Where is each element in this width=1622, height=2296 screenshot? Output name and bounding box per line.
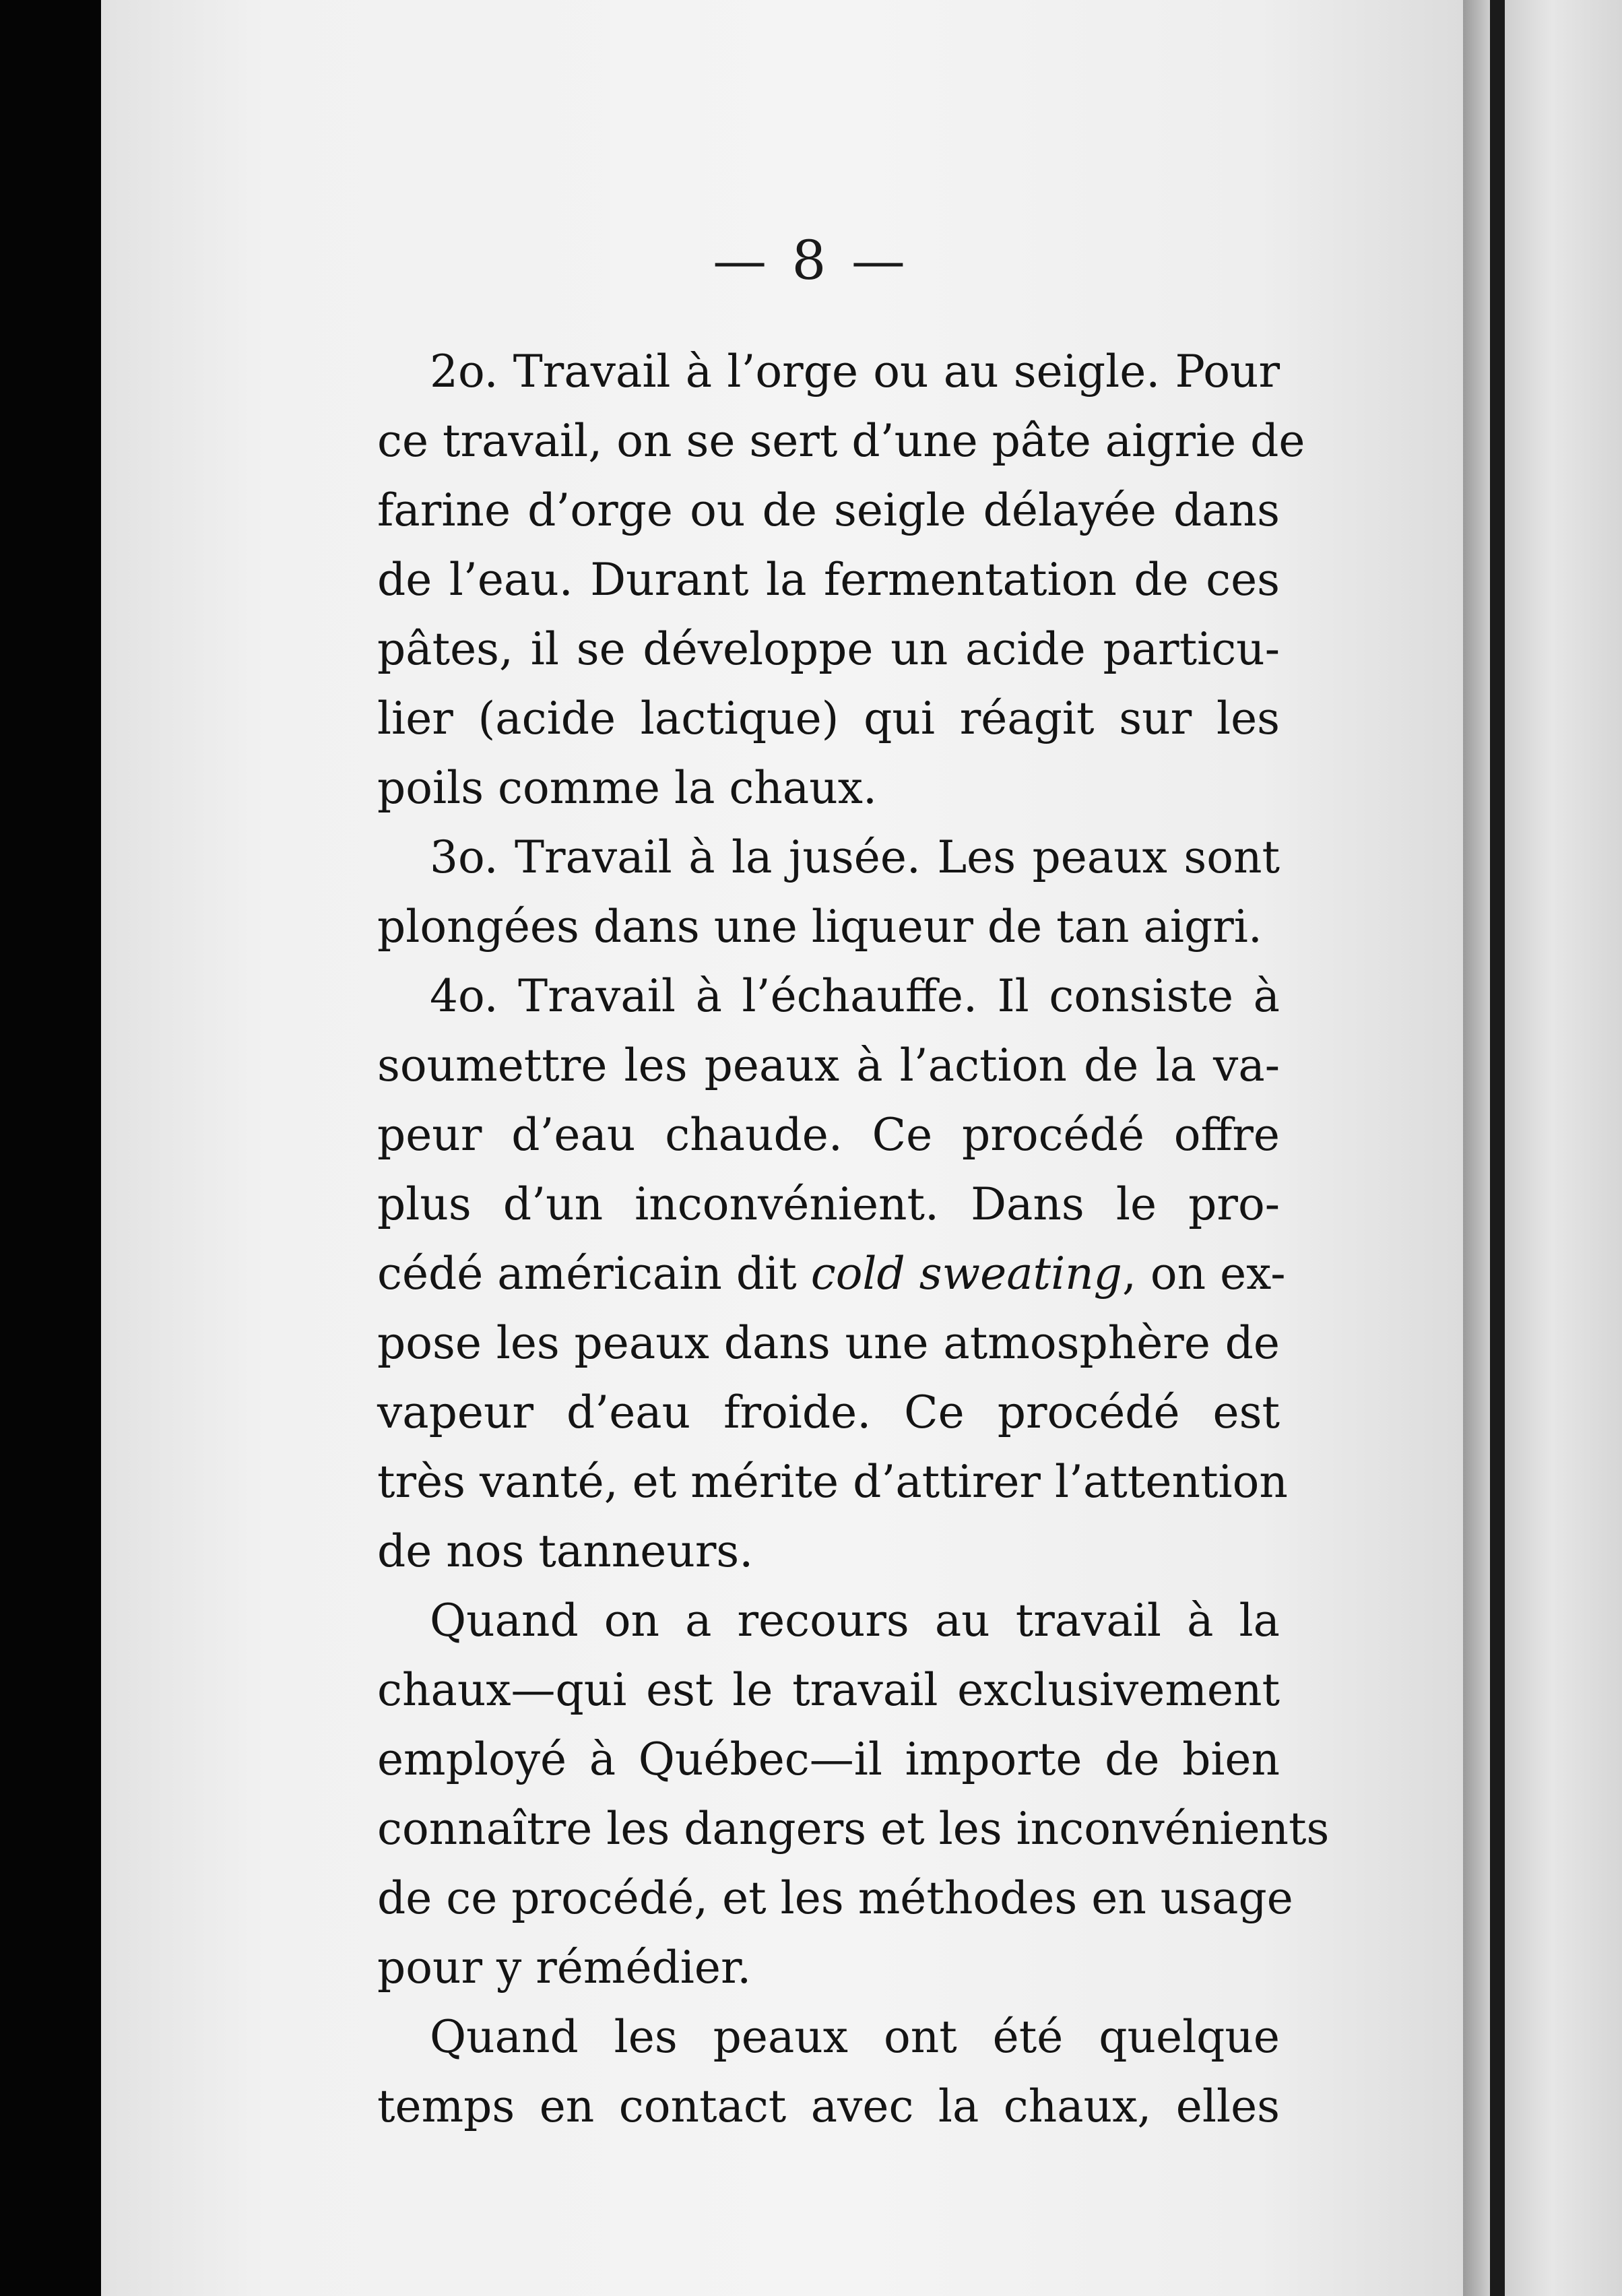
book-spine xyxy=(1490,0,1505,2296)
text-line: de nos tanneurs. xyxy=(377,1525,754,1577)
text-line: employé à Québec—il importe de bien xyxy=(377,1733,1280,1785)
text-line: 4o. Travail à l’échauffe. Il consiste à xyxy=(430,970,1280,1022)
text-line: très vanté, et mérite d’attirer l’attention xyxy=(377,1456,1288,1508)
text-line: lier (acide lactique) qui réagit sur les xyxy=(377,693,1280,744)
text-line: de l’eau. Durant la fermentation de ces xyxy=(377,554,1280,606)
page-edge xyxy=(1463,0,1490,2296)
text-line: poils comme la chaux. xyxy=(377,762,877,814)
text-line: Quand les peaux ont été quelque xyxy=(430,2011,1280,2063)
body-text xyxy=(377,337,1330,2141)
text-line: soumettre les peaux à l’action de la va- xyxy=(377,1040,1280,1091)
text-line: peur d’eau chaude. Ce procédé offre xyxy=(377,1109,1280,1161)
text-fragment: cédé américain dit xyxy=(377,1248,811,1300)
text-line: pâtes, il se développe un acide particu- xyxy=(377,623,1280,675)
text-line: vapeur d’eau froide. Ce procédé est xyxy=(377,1386,1280,1438)
text-line: Quand on a recours au travail à la xyxy=(430,1595,1280,1647)
text-line: de ce procédé, et les méthodes en usage xyxy=(377,1872,1293,1924)
text-line: pour y rémédier. xyxy=(377,1942,752,1994)
text-line: 2o. Travail à l’orge ou au seigle. Pour xyxy=(430,346,1280,397)
text-line: temps en contact avec la chaux, elles xyxy=(377,2080,1280,2132)
text-fragment: , on ex- xyxy=(1122,1248,1286,1300)
text-line: connaître les dangers et les inconvénients xyxy=(377,1803,1330,1855)
text-line: ce travail, on se sert d’une pâte aigrie de xyxy=(377,415,1305,467)
text-line: 3o. Travail à la jusée. Les peaux sont xyxy=(430,831,1280,883)
text-line xyxy=(377,1239,1286,1308)
adjacent-page-edge xyxy=(1505,0,1622,2296)
text-line: pose les peaux dans une atmosphère de xyxy=(377,1317,1280,1369)
text-line: plus d’un inconvénient. Dans le pro- xyxy=(377,1178,1280,1230)
text-line: chaux—qui est le travail exclusivement xyxy=(377,1664,1280,1716)
italic-term: cold sweating xyxy=(810,1248,1122,1300)
text-line: farine d’orge ou de seigle délayée dans xyxy=(377,484,1280,536)
page-number: — 8 — xyxy=(713,229,909,292)
text-line: plongées dans une liqueur de tan aigri. xyxy=(377,901,1262,953)
